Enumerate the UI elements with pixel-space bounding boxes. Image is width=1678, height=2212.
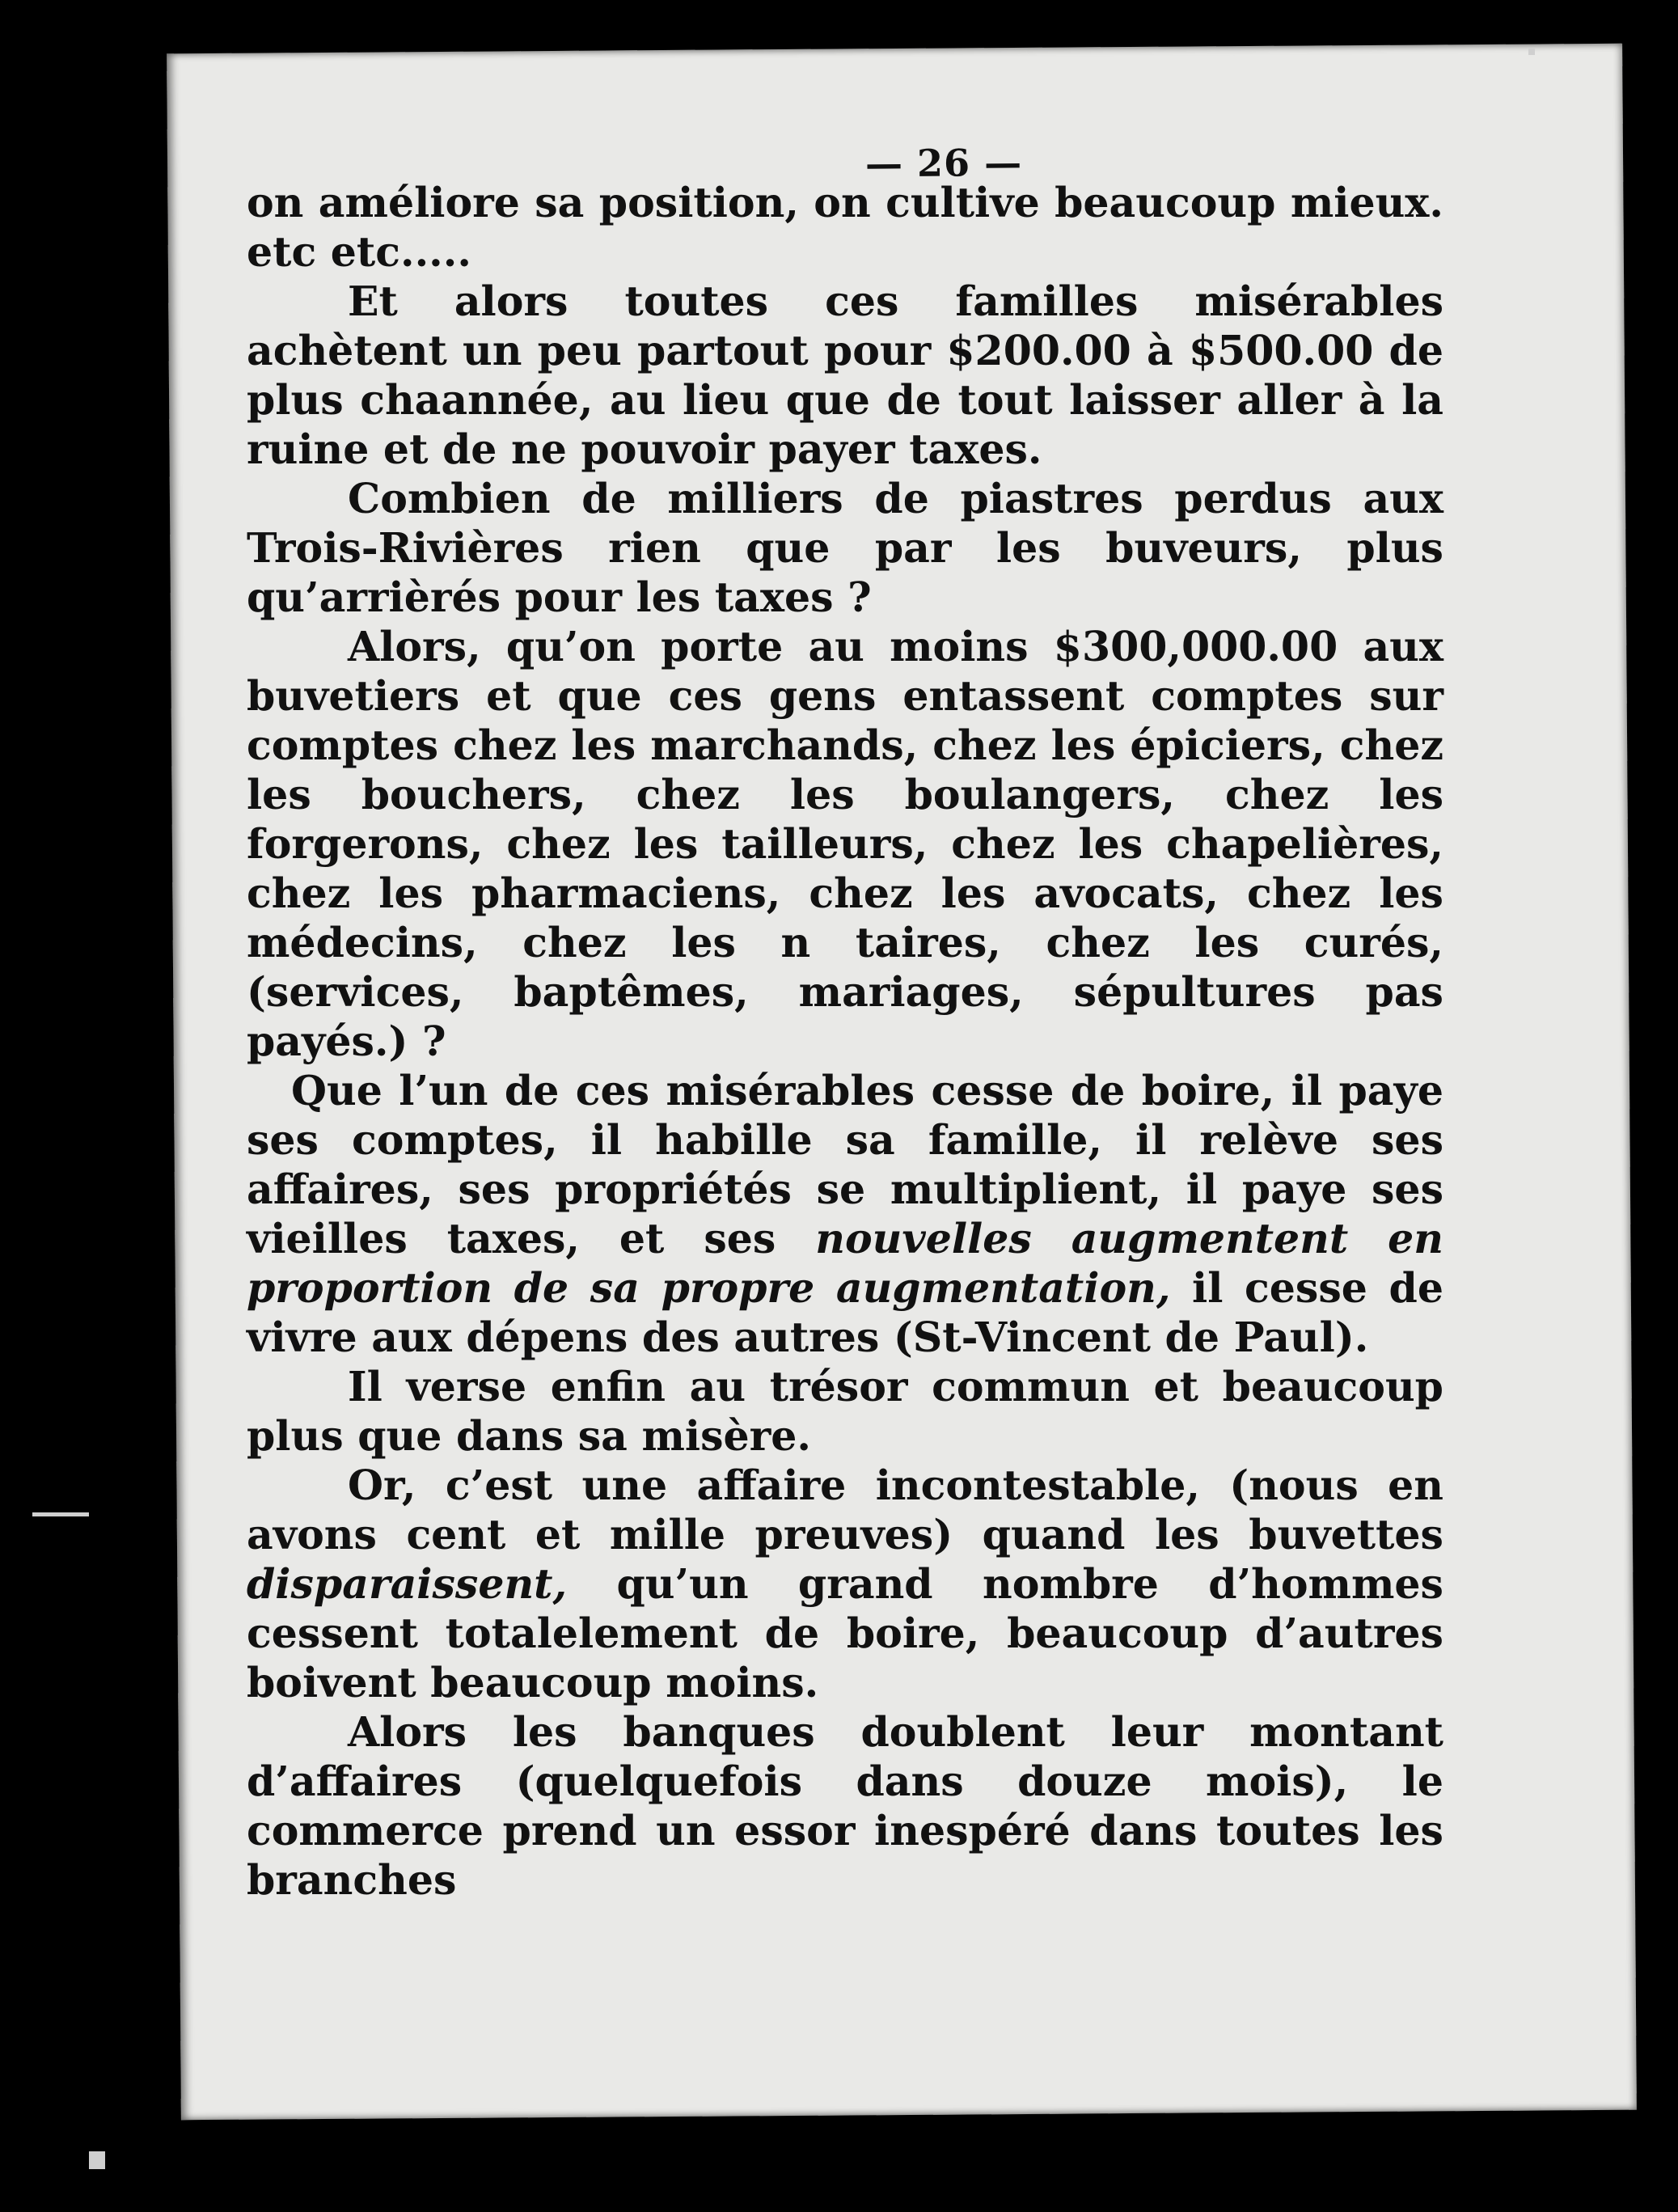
scan-speck [89,2151,105,2169]
paragraph-5-text-before: Que l’un de ces misérables cesse de boire, il paye ses comptes, il habille sa famille, il relève ses affaires, ses propriétés se multiplient, il paye ses vieilles taxes, et ses [247,1067,1443,1262]
paragraph-7-text-after: qu’un grand nombre d’hommes cessent totalelement de boire, beaucoup d’autres boivent beaucoup moins. [247,1560,1443,1707]
paragraph-2: Et alors toutes ces familles misérables achètent un peu partout pour $200.00 à $500.00 de plus chaannée, au lieu que de tout laisser aller à la ruine et de ne pouvoir payer taxes. [247,277,1443,473]
paragraph-6: Il verse enfin au trésor commun et beaucoup plus que dans sa misère. [247,1363,1443,1460]
paragraph-3: Combien de milliers de piastres perdus aux Trois-Rivières rien que par les buveurs, plus qu’arrièrés pour les taxes ? [247,475,1443,621]
paragraph-7-italic: disparaissent, [247,1560,568,1608]
page-number: — 26 — [864,140,1023,186]
paragraph-5 [247,1066,1443,1362]
paragraph-7-text-before: Or, c’est une affaire incontestable, (nous en avons cent et mille preuves) quand les buvettes [247,1461,1443,1559]
paragraph-8: Alors les banques doublent leur montant d’affaires (quelquefois dans douze mois), le commerce prend un essor inespéré dans toutes les branches [247,1708,1443,1904]
paragraph-5-italic: nouvelles augmentent en proportion de sa propre augmentation, [247,1215,1444,1312]
scan-speck [1528,49,1535,55]
paragraph-1: on améliore sa position, on cultive beaucoup mieux. etc etc..... [247,179,1443,276]
paragraph-7 [247,1461,1443,1707]
paragraph-5-text-after: il cesse de vivre aux dépens des autres (St-Vincent de Paul). [247,1264,1443,1361]
body-text [247,178,1443,1905]
paragraph-4: Alors, qu’on porte au moins $300,000.00 aux buvetiers et que ces gens entassent comptes sur comptes chez les marchands, chez les épiciers, chez les bouchers, chez les boulangers, chez les forgerons, chez les tailleurs, chez les chapelières, chez les pharmaciens, chez les avocats, chez les médecins, chez les n taires, chez les curés, (services, baptêmes, mariages, sépultures pas payés.) ? [247,623,1443,1065]
scan-speck [32,1512,89,1516]
